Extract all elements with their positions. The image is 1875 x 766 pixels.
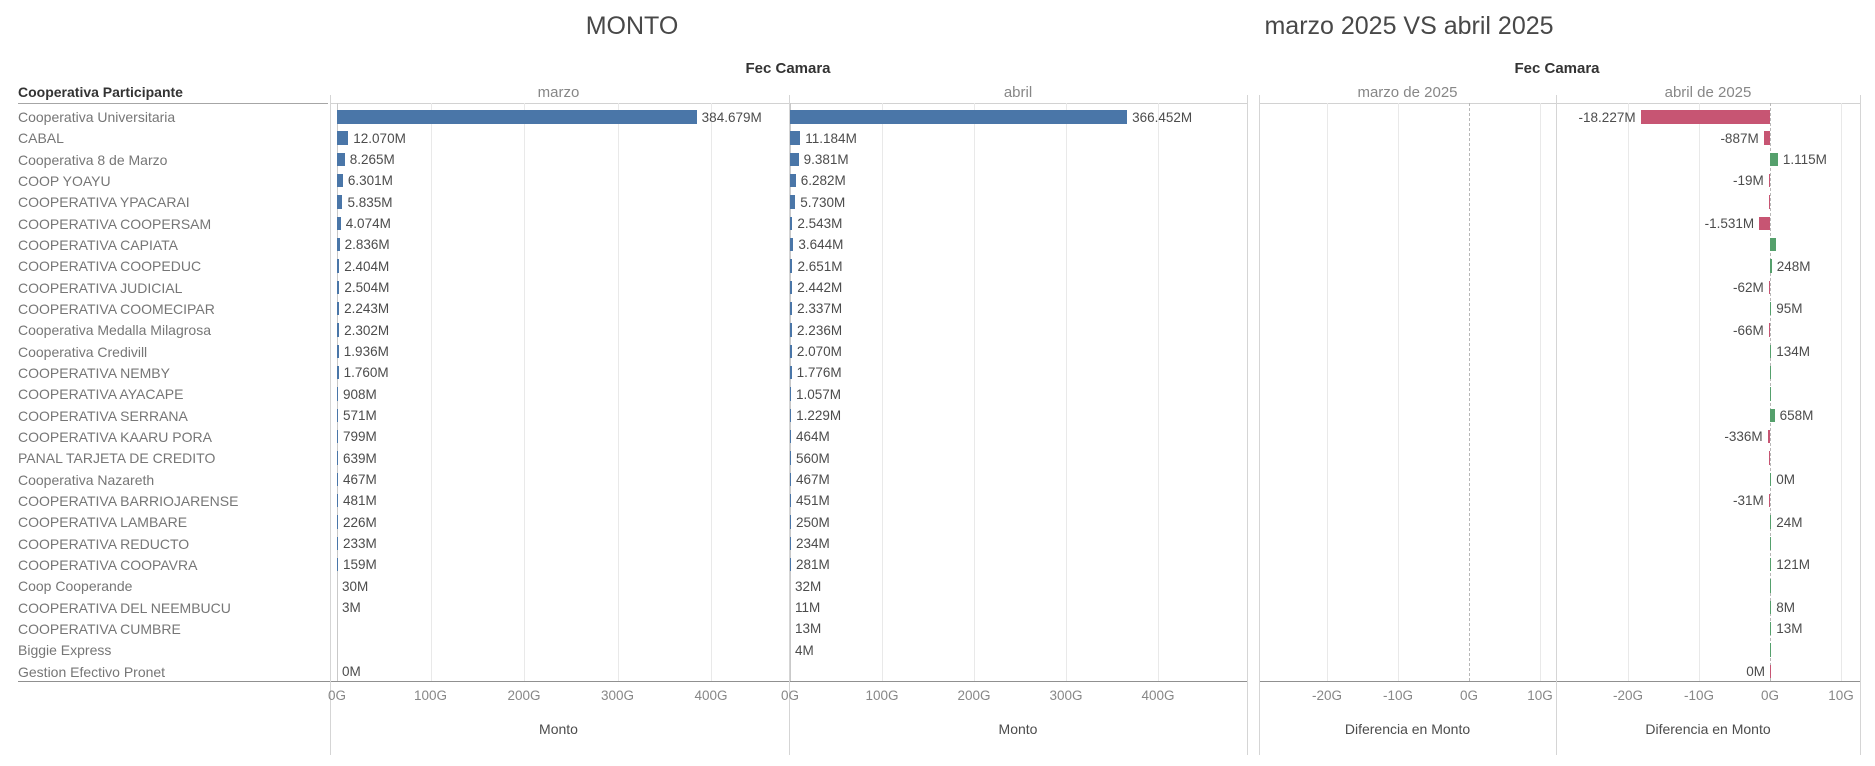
bar-value-label: 12.070M — [353, 130, 406, 146]
monto-bar[interactable] — [337, 345, 339, 359]
monto-title: MONTO — [585, 12, 679, 40]
bar-value-label: 226M — [343, 514, 377, 530]
bar-value-label: 467M — [796, 472, 830, 488]
monto-bar[interactable] — [790, 537, 791, 551]
monto-bar[interactable] — [337, 174, 343, 188]
axis-line — [1259, 681, 1860, 682]
gridline — [1327, 103, 1328, 681]
diff-bar[interactable] — [1770, 473, 1771, 487]
panel-border — [330, 95, 331, 755]
row-label[interactable]: COOPERATIVA CAPIATA — [18, 236, 178, 253]
bar-value-label: 11.184M — [805, 130, 857, 146]
x-tick-label: -20G — [1612, 688, 1644, 703]
monto-bar[interactable] — [790, 174, 796, 188]
row-label[interactable]: Cooperativa Nazareth — [18, 471, 155, 488]
header-underline — [18, 103, 328, 104]
diff-bar[interactable] — [1769, 174, 1770, 188]
gridline — [618, 103, 619, 681]
gridline — [1540, 103, 1541, 681]
bar-value-label: 2.836M — [344, 237, 390, 253]
x-tick-label: 300G — [1049, 688, 1083, 703]
vs-title: marzo 2025 VS abril 2025 — [1264, 12, 1554, 40]
bar-value-label: 908M — [343, 386, 377, 402]
bar-value-label: 2.404M — [344, 258, 390, 274]
bar-value-label: 2.070M — [796, 344, 842, 360]
monto-bar[interactable] — [790, 473, 791, 487]
row-label[interactable]: COOPERATIVA NEMBY — [18, 364, 170, 381]
monto-bar[interactable] — [337, 153, 345, 167]
diff-bar[interactable] — [1770, 409, 1775, 423]
bar-value-label: 9.381M — [803, 152, 849, 168]
bar-value-label: 467M — [343, 472, 377, 488]
x-tick-label: 400G — [694, 688, 728, 703]
bar-value-label: 571M — [343, 408, 377, 424]
x-tick-label: 0G — [327, 688, 347, 703]
row-label[interactable]: Gestion Efectivo Pronet — [18, 663, 166, 680]
monto-bar[interactable] — [337, 281, 339, 295]
monto-bar[interactable] — [790, 131, 800, 145]
monto-bar[interactable] — [790, 366, 792, 380]
bar-value-label: 3.644M — [798, 237, 844, 253]
bar-value-label: 0M — [342, 664, 361, 680]
bar-value-label: 464M — [796, 429, 830, 445]
diff-value-label: 248M — [1776, 258, 1811, 274]
x-tick-label: 10G — [1828, 688, 1854, 703]
monto-bar[interactable] — [790, 110, 1127, 124]
gridline — [1699, 103, 1700, 681]
gridline — [431, 103, 432, 681]
row-label[interactable]: COOPERATIVA CUMBRE — [18, 620, 181, 637]
diff-bar[interactable] — [1768, 430, 1770, 444]
bar-value-label: 2.543M — [797, 216, 843, 232]
vs-axis-title-abril: Diferencia en Monto — [1645, 721, 1771, 737]
diff-bar[interactable] — [1759, 217, 1770, 231]
bar-value-label: 4M — [795, 642, 814, 658]
row-label[interactable]: COOPERATIVA AYACAPE — [18, 386, 184, 403]
column-header-marzo[interactable]: marzo — [537, 84, 580, 101]
diff-bar[interactable] — [1770, 579, 1771, 593]
bar-value-label: 639M — [343, 450, 377, 466]
bar-value-label: 1.229M — [796, 408, 842, 424]
row-label[interactable]: Biggie Express — [18, 642, 112, 659]
panel-border — [1556, 95, 1557, 755]
row-label[interactable]: COOPERATIVA COOPERSAM — [18, 215, 212, 232]
x-tick-label: 0G — [780, 688, 800, 703]
row-label[interactable]: Cooperativa 8 de Marzo — [18, 151, 168, 168]
row-label[interactable]: COOPERATIVA JUDICIAL — [18, 279, 183, 296]
x-tick-label: 400G — [1141, 688, 1175, 703]
column-header-abril[interactable]: abril — [1003, 84, 1033, 101]
panel-border — [1259, 95, 1260, 755]
gridline — [1066, 103, 1067, 681]
monto-bar[interactable] — [337, 558, 338, 572]
row-label[interactable]: Coop Cooperande — [18, 578, 133, 595]
monto-bar[interactable] — [337, 366, 339, 380]
monto-bar[interactable] — [337, 259, 339, 273]
row-label[interactable]: COOPERATIVA COOMECIPAR — [18, 300, 215, 317]
row-label[interactable]: COOPERATIVA COOPEDUC — [18, 258, 202, 275]
row-label[interactable]: COOPERATIVA REDUCTO — [18, 535, 190, 552]
x-tick-label: 300G — [600, 688, 635, 703]
bar-value-label: 250M — [796, 514, 830, 530]
gridline — [1158, 103, 1159, 681]
row-label[interactable]: COOPERATIVA BARRIOJARENSE — [18, 492, 239, 509]
diff-value-label: 134M — [1776, 344, 1810, 360]
monto-bar[interactable] — [790, 558, 791, 572]
bar-value-label: 451M — [796, 493, 830, 509]
x-tick-label: 10G — [1527, 688, 1553, 703]
row-label[interactable]: COOPERATIVA YPACARAI — [18, 194, 190, 211]
monto-bar[interactable] — [790, 494, 791, 508]
monto-bar[interactable] — [337, 238, 340, 252]
diff-value-label: 13M — [1776, 621, 1803, 637]
vs-field-label: Fec Camara — [1514, 60, 1600, 77]
monto-bar[interactable] — [790, 195, 795, 209]
diff-bar[interactable] — [1770, 238, 1776, 252]
row-label[interactable]: COOPERATIVA KAARU PORA — [18, 428, 212, 445]
bar-value-label: 4.074M — [345, 216, 391, 232]
monto-bar[interactable] — [337, 473, 338, 487]
bar-value-label: 13M — [795, 621, 822, 637]
diff-bar[interactable] — [1769, 451, 1770, 465]
diff-bar[interactable] — [1769, 323, 1770, 337]
diff-value-label: 0M — [1746, 664, 1765, 680]
monto-bar[interactable] — [790, 430, 791, 444]
bar-value-label: 2.442M — [797, 280, 843, 296]
diff-bar[interactable] — [1770, 302, 1771, 316]
monto-axis-title-marzo: Monto — [539, 721, 578, 737]
diff-value-label: -62M — [1733, 280, 1764, 296]
diff-value-label: 121M — [1776, 557, 1810, 573]
monto-bar[interactable] — [337, 131, 348, 145]
diff-bar[interactable] — [1769, 281, 1770, 295]
monto-bar[interactable] — [790, 515, 791, 529]
diff-bar[interactable] — [1770, 387, 1771, 401]
diff-value-label: 8M — [1776, 600, 1795, 616]
monto-field-label: Fec Camara — [745, 60, 831, 77]
x-tick-label: 200G — [507, 688, 541, 703]
diff-bar[interactable] — [1769, 494, 1770, 508]
row-label[interactable]: COOP YOAYU — [18, 172, 111, 189]
bar-value-label: 2.302M — [344, 322, 390, 338]
monto-bar[interactable] — [337, 494, 338, 508]
bar-value-label: 233M — [343, 536, 377, 552]
diff-bar[interactable] — [1770, 153, 1778, 167]
diff-bar[interactable] — [1770, 366, 1771, 380]
gridline — [1628, 103, 1629, 681]
diff-bar[interactable] — [1770, 558, 1771, 572]
diff-value-label: -66M — [1733, 322, 1764, 338]
bar-value-label: 799M — [343, 429, 377, 445]
row-label[interactable]: COOPERATIVA COOPAVRA — [18, 556, 198, 573]
bar-value-label: 384.679M — [701, 109, 762, 125]
x-tick-label: -20G — [1311, 688, 1343, 703]
monto-bar[interactable] — [790, 238, 793, 252]
bar-value-label: 3M — [342, 600, 361, 616]
bar-value-label: 5.835M — [347, 194, 393, 210]
diff-bar[interactable] — [1770, 601, 1771, 615]
diff-value-label: 24M — [1776, 514, 1803, 530]
bar-value-label: 6.282M — [800, 173, 846, 189]
bar-value-label: 159M — [343, 557, 377, 573]
diff-value-label: -1.531M — [1704, 216, 1755, 232]
monto-bar[interactable] — [337, 387, 338, 401]
diff-value-label: -31M — [1733, 493, 1764, 509]
row-label[interactable]: COOPERATIVA LAMBARE — [18, 514, 188, 531]
gridline — [711, 103, 712, 681]
bar-value-label: 234M — [796, 536, 830, 552]
column-header-abril-2025[interactable]: abril de 2025 — [1664, 84, 1752, 101]
monto-bar[interactable] — [790, 323, 792, 337]
gridline — [974, 103, 975, 681]
bar-value-label: 281M — [796, 557, 830, 573]
row-label[interactable]: COOPERATIVA SERRANA — [18, 407, 188, 424]
monto-bar[interactable] — [337, 430, 338, 444]
monto-bar[interactable] — [337, 323, 339, 337]
row-label[interactable]: Cooperativa Universitaria — [18, 109, 176, 125]
monto-bar[interactable] — [337, 515, 338, 529]
x-tick-label: 100G — [413, 688, 448, 703]
row-label[interactable]: PANAL TARJETA DE CREDITO — [18, 450, 216, 467]
monto-bar[interactable] — [790, 153, 799, 167]
row-dimension-header[interactable]: Cooperativa Participante — [18, 84, 183, 100]
gridline — [1841, 103, 1842, 681]
bar-value-label: 2.651M — [797, 258, 843, 274]
bar-value-label: 560M — [796, 450, 830, 466]
monto-bar[interactable] — [790, 345, 792, 359]
bar-value-label: 8.265M — [349, 152, 395, 168]
diff-bar[interactable] — [1641, 110, 1770, 124]
monto-bar[interactable] — [790, 387, 791, 401]
bar-value-label: 481M — [343, 493, 377, 509]
monto-axis-title-abril: Monto — [998, 721, 1038, 737]
diff-value-label: -19M — [1733, 173, 1764, 189]
diff-bar[interactable] — [1769, 195, 1770, 209]
gridline — [1398, 103, 1399, 681]
gridline — [524, 103, 525, 681]
x-tick-label: 100G — [865, 688, 899, 703]
zero-reference-line — [1469, 103, 1470, 681]
monto-bar[interactable] — [337, 195, 342, 209]
x-tick-label: 0G — [1459, 688, 1479, 703]
diff-value-label: 658M — [1779, 408, 1814, 424]
diff-bar[interactable] — [1770, 345, 1771, 359]
diff-bar[interactable] — [1770, 259, 1772, 273]
row-label[interactable]: COOPERATIVA DEL NEEMBUCU — [18, 599, 231, 616]
axis-line — [18, 681, 1247, 682]
bar-value-label: 32M — [795, 578, 822, 594]
bar-value-label: 1.760M — [343, 365, 389, 381]
monto-bar[interactable] — [337, 302, 339, 316]
diff-bar[interactable] — [1770, 622, 1771, 636]
x-tick-label: -10G — [1683, 688, 1715, 703]
diff-value-label: -18.227M — [1578, 109, 1636, 125]
row-label[interactable]: Cooperativa Medalla Milagrosa — [18, 322, 211, 339]
bar-value-label: 1.776M — [796, 365, 842, 381]
diff-bar[interactable] — [1770, 537, 1771, 551]
diff-bar[interactable] — [1764, 131, 1770, 145]
vs-axis-title-marzo: Diferencia en Monto — [1344, 721, 1471, 737]
bar-value-label: 2.504M — [344, 280, 390, 296]
monto-bar[interactable] — [337, 409, 338, 423]
monto-bar[interactable] — [337, 110, 697, 124]
diff-value-label: -336M — [1724, 429, 1763, 445]
row-label[interactable]: CABAL — [18, 130, 64, 147]
monto-bar[interactable] — [790, 259, 792, 273]
bar-value-label: 1.057M — [796, 386, 842, 402]
row-label[interactable]: Cooperativa Credivill — [18, 343, 148, 360]
x-tick-label: 200G — [957, 688, 991, 703]
bar-value-label: 11M — [795, 600, 821, 616]
monto-bar[interactable] — [337, 451, 338, 465]
bar-value-label: 2.243M — [344, 301, 390, 317]
diff-value-label: 1.115M — [1782, 152, 1827, 168]
x-tick-label: -10G — [1382, 688, 1414, 703]
diff-bar[interactable] — [1770, 665, 1771, 679]
bar-value-label: 1.936M — [343, 344, 389, 360]
gridline — [882, 103, 883, 681]
monto-bar[interactable] — [790, 217, 792, 231]
diff-value-label: -887M — [1720, 130, 1759, 146]
column-header-marzo-2025[interactable]: marzo de 2025 — [1357, 84, 1458, 101]
monto-bar[interactable] — [790, 302, 792, 316]
monto-bar[interactable] — [790, 409, 791, 423]
bar-value-label: 2.337M — [797, 301, 843, 317]
panel-border — [1247, 95, 1248, 755]
diff-value-label: 95M — [1776, 301, 1803, 317]
diff-value-label: 0M — [1776, 472, 1795, 488]
bar-value-label: 366.452M — [1132, 109, 1193, 125]
monto-bar[interactable] — [337, 537, 338, 551]
x-tick-label: 0G — [1760, 688, 1780, 703]
monto-bar[interactable] — [790, 281, 792, 295]
bar-value-label: 30M — [342, 578, 369, 594]
bar-value-label: 5.730M — [800, 194, 846, 210]
diff-bar[interactable] — [1770, 643, 1771, 657]
monto-bar[interactable] — [337, 217, 341, 231]
panel-border — [1860, 95, 1861, 755]
monto-bar[interactable] — [790, 451, 791, 465]
bar-value-label: 2.236M — [797, 322, 843, 338]
diff-bar[interactable] — [1770, 515, 1771, 529]
bar-value-label: 6.301M — [347, 173, 393, 189]
